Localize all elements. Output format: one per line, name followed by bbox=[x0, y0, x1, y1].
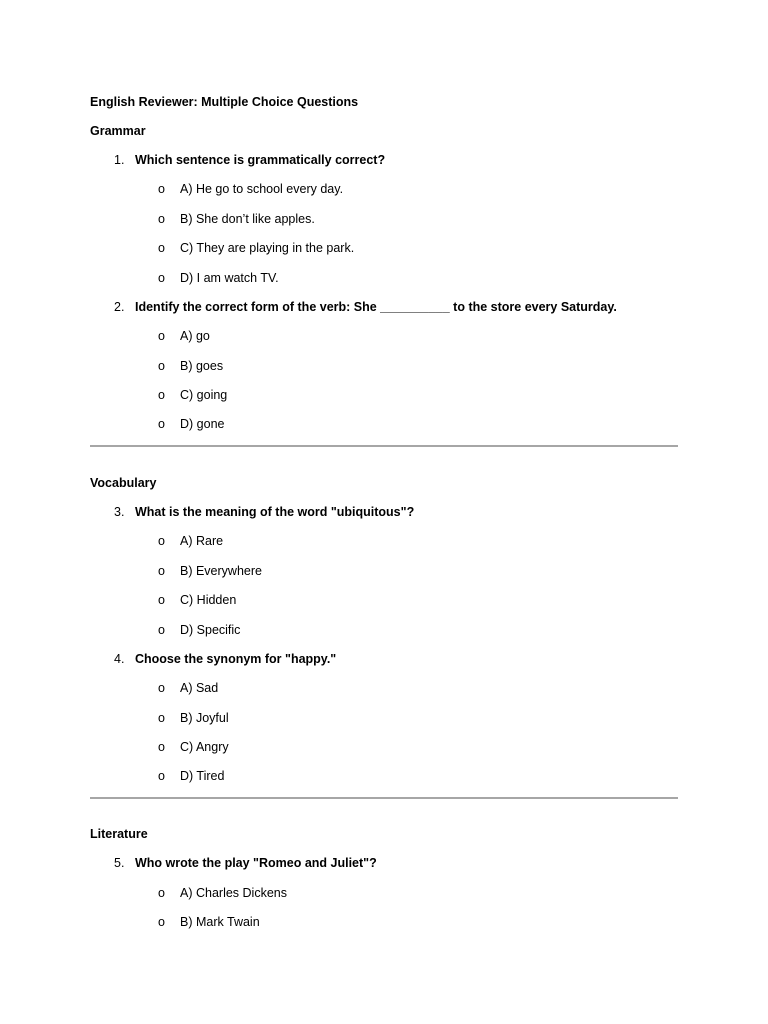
option-text: A) Sad bbox=[180, 681, 219, 695]
bullet-marker: o bbox=[158, 681, 165, 695]
option-text: C) They are playing in the park. bbox=[180, 241, 355, 255]
bullet-marker: o bbox=[158, 593, 165, 607]
option-text: C) Hidden bbox=[180, 593, 237, 607]
option-text: D) Specific bbox=[180, 623, 241, 637]
question-number: 5. bbox=[114, 856, 125, 870]
option-3b bbox=[0, 563, 768, 579]
option-5a bbox=[0, 885, 768, 901]
bullet-marker: o bbox=[158, 886, 165, 900]
bullet-marker: o bbox=[158, 182, 165, 196]
question-2 bbox=[0, 299, 768, 315]
question-text: Identify the correct form of the verb: She __________ to the store every Saturday. bbox=[135, 300, 617, 314]
option-1a bbox=[0, 181, 768, 197]
option-3d bbox=[0, 622, 768, 638]
option-text: D) Tired bbox=[180, 769, 225, 783]
option-2c bbox=[0, 387, 768, 403]
section-divider bbox=[90, 797, 678, 799]
section-heading-grammar: Grammar bbox=[90, 124, 146, 138]
option-text: C) Angry bbox=[180, 740, 229, 754]
option-4d bbox=[0, 768, 768, 784]
bullet-marker: o bbox=[158, 212, 165, 226]
bullet-marker: o bbox=[158, 711, 165, 725]
section-divider bbox=[90, 445, 678, 447]
option-3c bbox=[0, 592, 768, 608]
option-1b bbox=[0, 211, 768, 227]
bullet-marker: o bbox=[158, 564, 165, 578]
option-3a bbox=[0, 533, 768, 549]
bullet-marker: o bbox=[158, 623, 165, 637]
option-text: A) go bbox=[180, 329, 210, 343]
option-text: B) goes bbox=[180, 359, 224, 373]
bullet-marker: o bbox=[158, 388, 165, 402]
bullet-marker: o bbox=[158, 915, 165, 929]
option-1c bbox=[0, 240, 768, 256]
option-text: D) I am watch TV. bbox=[180, 271, 279, 285]
question-1 bbox=[0, 152, 768, 168]
bullet-marker: o bbox=[158, 241, 165, 255]
question-number: 1. bbox=[114, 153, 125, 167]
question-4 bbox=[0, 651, 768, 667]
option-text: D) gone bbox=[180, 417, 225, 431]
option-5b bbox=[0, 914, 768, 930]
question-5 bbox=[0, 855, 768, 871]
document-title: English Reviewer: Multiple Choice Questions bbox=[90, 95, 359, 109]
option-text: B) She don’t like apples. bbox=[180, 212, 315, 226]
option-text: C) going bbox=[180, 388, 228, 402]
section-heading-vocabulary: Vocabulary bbox=[90, 476, 157, 490]
option-4c bbox=[0, 739, 768, 755]
option-4a bbox=[0, 680, 768, 696]
option-4b bbox=[0, 710, 768, 726]
question-number: 3. bbox=[114, 505, 125, 519]
question-text: Who wrote the play "Romeo and Juliet"? bbox=[135, 856, 377, 870]
question-number: 2. bbox=[114, 300, 125, 314]
bullet-marker: o bbox=[158, 329, 165, 343]
question-number: 4. bbox=[114, 652, 125, 666]
bullet-marker: o bbox=[158, 271, 165, 285]
question-text: Choose the synonym for "happy." bbox=[135, 652, 337, 666]
option-text: A) Charles Dickens bbox=[180, 886, 287, 900]
option-2b bbox=[0, 358, 768, 374]
bullet-marker: o bbox=[158, 534, 165, 548]
option-text: B) Mark Twain bbox=[180, 915, 260, 929]
question-text: Which sentence is grammatically correct? bbox=[135, 153, 386, 167]
question-3 bbox=[0, 504, 768, 520]
question-text: What is the meaning of the word "ubiquitous"? bbox=[135, 505, 415, 519]
bullet-marker: o bbox=[158, 740, 165, 754]
option-text: B) Joyful bbox=[180, 711, 229, 725]
option-2d bbox=[0, 416, 768, 432]
option-text: A) Rare bbox=[180, 534, 224, 548]
option-1d bbox=[0, 270, 768, 286]
option-2a bbox=[0, 328, 768, 344]
bullet-marker: o bbox=[158, 359, 165, 373]
bullet-marker: o bbox=[158, 769, 165, 783]
option-text: A) He go to school every day. bbox=[180, 182, 344, 196]
bullet-marker: o bbox=[158, 417, 165, 431]
option-text: B) Everywhere bbox=[180, 564, 262, 578]
section-heading-literature: Literature bbox=[90, 827, 148, 841]
